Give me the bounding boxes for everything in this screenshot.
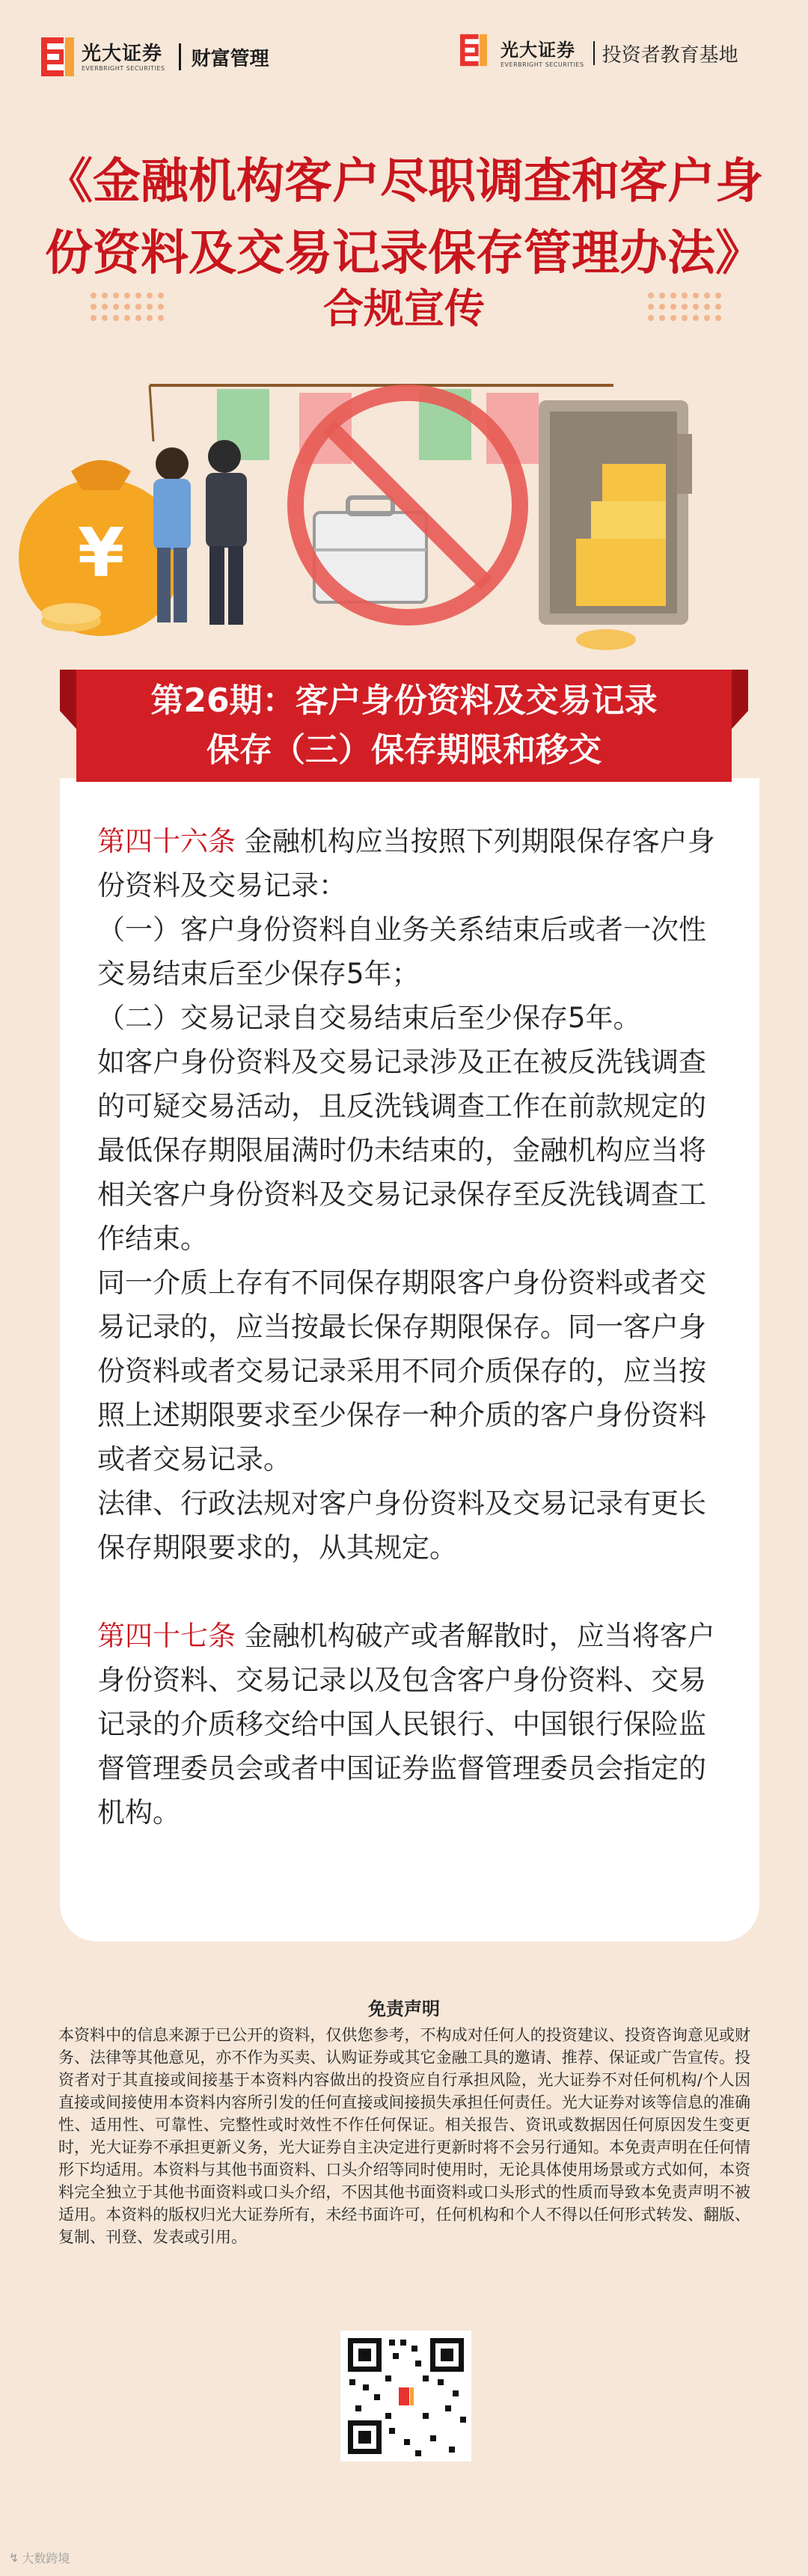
investor-education-label: 投资者教育基地 xyxy=(602,43,738,67)
subtitle: 合规宣传 xyxy=(323,285,485,332)
brand-name-en: EVERBRIGHT SECURITIES xyxy=(82,64,165,72)
page-title xyxy=(0,146,808,290)
disclaimer-text: 本资料中的信息来源于已公开的资料，仅供您参考，不构成对任何人的投资建议、投资咨询意见或财务、法律等其他意见，亦不作为买卖、认购证券或其它金融工具的邀请、推荐、保证或广告宣传。投资者对于其直接或间接基于本资料内容做出的投资应自行承担风险，光大证券不对任何机构/个人因直接或间接使用本资料内容所引发的任何直接或间接损失承担任何责任。光大证券对该等信息的准确性、适用性、可靠性、完整性或时效性不作任何保证。相关报告、资讯或数据因任何原因发生变更时，光大证券不承担更新义务，光大证券自主决定进行更新时将不会另行通知。本免责声明在任何情形下均适用。本资料与其他书面资料、口头介绍等同时使用时，无论具体使用场景或方式如何，本资料完全独立于其他书面资料或口头介绍，不因其他书面资料或口头形式的性质而导致本免责声明不被适用。本资料的版权归光大证券所有，未经书面许可，任何机构和个人不得以任何形式转发、翻版、复制、刊登、发表或引用。 xyxy=(58,2026,750,2246)
disclaimer-title: 免责声明 xyxy=(368,1998,440,2019)
decorative-dots xyxy=(643,288,726,325)
article-46-para-1: 如客户身份资料及交易记录涉及正在被反洗钱调查的可疑交易活动，且反洗钱调查工作在前款规定的最低保存期限届满时仍未结束的，金融机构应当将相关客户身份资料及交易记录保存至反洗钱调查工作结束。 xyxy=(97,1046,706,1255)
everbright-logo-icon xyxy=(460,34,493,73)
title-line-2: 份资料及交易记录保存管理办法》 xyxy=(45,226,763,281)
qr-code[interactable] xyxy=(340,2331,471,2462)
brand-name-en: EVERBRIGHT SECURITIES xyxy=(501,61,584,68)
brand-name: 光大证券 xyxy=(82,42,163,65)
investor-education-logo[interactable] xyxy=(460,34,738,73)
article-46 xyxy=(97,819,733,908)
header xyxy=(0,0,808,112)
title-line-1: 《金融机构客户尽职调查和客户身 xyxy=(45,154,763,209)
regulation-text xyxy=(97,819,733,1835)
wealth-management-label: 财富管理 xyxy=(191,47,269,70)
article-46-intro: 金融机构应当按照下列期限保存客户身份资料及交易记录： xyxy=(97,825,715,902)
everbright-logo-icon xyxy=(41,37,74,76)
officer-and-suspect-icon xyxy=(153,440,247,625)
issue-banner xyxy=(60,670,748,782)
money-laundering-illustration xyxy=(0,352,808,666)
article-46-para-3: 法律、行政法规对客户身份资料及交易记录有更长保存期限要求的，从其规定。 xyxy=(97,1487,706,1564)
paragraph-gap xyxy=(97,1570,733,1614)
article-46-para-2: 同一介质上存有不同保存期限客户身份资料或者交易记录的，应当按最长保存期限保存。同一客户身份资料或者交易记录采用不同介质保存的，应当按照上述期限要求至少保存一种介质的客户身份资料或者交易记录。 xyxy=(97,1267,706,1475)
article-46-item-2: （二）交易记录自交易结束后至少保存5年。 xyxy=(97,1002,641,1034)
banner-line-2: 保存（三）保存期限和移交 xyxy=(206,731,602,769)
banner-line-1: 第26期：客户身份资料及交易记录 xyxy=(150,682,658,720)
watermark-text: 大数跨境 xyxy=(22,2551,70,2566)
article-47-label: 第四十七条 xyxy=(97,1620,236,1652)
watermark-icon: ↯ xyxy=(9,2551,19,2565)
article-46-item-1: （一）客户身份资料自业务关系结束后或者一次性交易结束后至少保存5年； xyxy=(97,914,706,990)
divider xyxy=(593,41,595,65)
svg-text:¥: ¥ xyxy=(77,514,125,593)
article-46-label: 第四十六条 xyxy=(97,825,236,857)
article-47 xyxy=(97,1614,733,1835)
everbright-wealth-logo[interactable] xyxy=(41,37,269,76)
brand-name: 光大证券 xyxy=(501,39,575,61)
article-47-body: 金融机构破产或者解散时，应当将客户身份资料、交易记录以及包含客户身份资料、交易记录的介质移交给中国人民银行、中国银行保险监督管理委员会或者中国证券监督管理委员会指定的机构。 xyxy=(97,1620,715,1829)
safe-icon xyxy=(539,400,692,625)
watermark xyxy=(9,2549,70,2566)
divider xyxy=(179,43,181,70)
